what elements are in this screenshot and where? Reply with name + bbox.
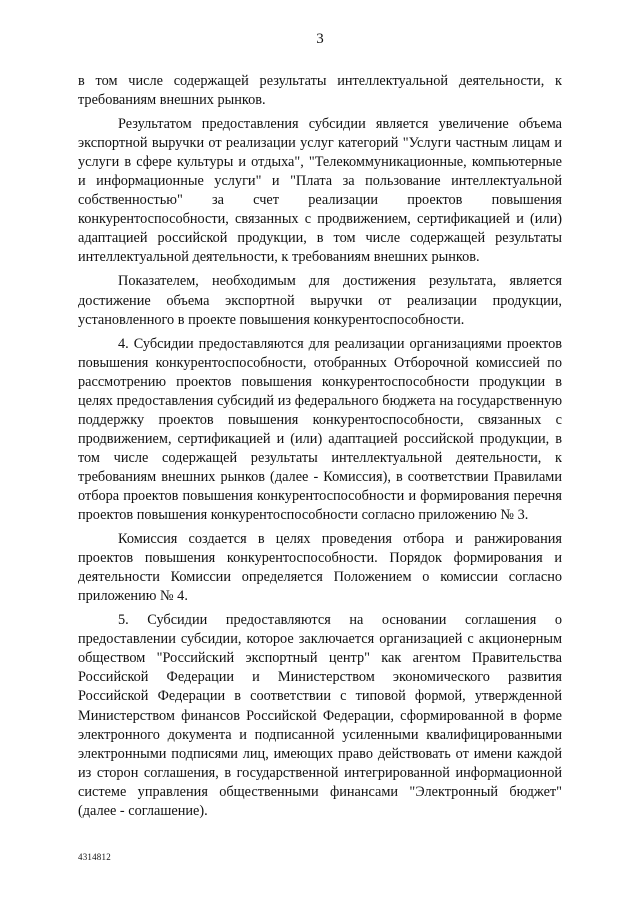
document-body [78, 72, 562, 826]
document-code: 4314812 [78, 852, 111, 862]
paragraph-item-4: 4. Субсидии предоставляются для реализации организациями проектов повышения конкурентоспособности, отобранных Отборочной комиссией по рассмотрению проектов повышения конкурентоспособности продукции в целях предоставления субсидий из федерального бюджета на государственную поддержку проектов повышения конкурентоспособности, связанных с продвижением, сертификацией и (или) адаптацией российской продукции, в том числе содержащей результаты интеллектуальной деятельности, к требованиям внешних рынков (далее - Комиссия), в соответствии Правилами отбора проектов повышения конкурентоспособности и формирования перечня проектов повышения конкурентоспособности согласно приложению № 3. [78, 335, 562, 524]
paragraph-item-5: 5. Субсидии предоставляются на основании соглашения о предоставлении субсидии, которое заключается организацией с акционерным обществом "Российский экспортный центр" как агентом Правительства Российской Федерации и Министерством экономического развития Российской Федерации в соответствии с типовой формой, утвержденной Министерством финансов Российской Федерации, сформированной в форме электронного документа и подписанной усиленными квалифицированными электронными подписями лиц, имеющих право действовать от имени каждой из сторон соглашения, в государственной интегрированной информационной системе управления общественными финансами "Электронный бюджет" (далее - соглашение). [78, 612, 562, 819]
paragraph-indicator: Показателем, необходимым для достижения результата, является достижение объема экспортной выручки от реализации продукции, установленного в проекте повышения конкурентоспособности. [78, 273, 562, 328]
paragraph-continuation: в том числе содержащей результаты интеллектуальной деятельности, к требованиям внешних рынков. [78, 73, 562, 109]
paragraph-commission: Комиссия создается в целях проведения отбора и ранжирования проектов повышения конкурентоспособности. Порядок формирования и деятельности Комиссии определяется Положением о комиссии согласно приложению № 4. [78, 531, 562, 605]
page-number: 3 [316, 31, 324, 47]
paragraph-result: Результатом предоставления субсидии является увеличение объема экспортной выручки от реализации услуг категорий "Услуги частным лицам и услуги в сфере культуры и отдыха", "Телекоммуникационные, компьютерные и информационные услуги" и "Плата за пользование интеллектуальной собственностью" за счет реализации проектов повышения конкурентоспособности, связанных с продвижением, сертификацией и (или) адаптацией российской продукции, в том числе содержащей результаты интеллектуальной деятельности, к требованиям внешних рынков. [78, 116, 562, 266]
